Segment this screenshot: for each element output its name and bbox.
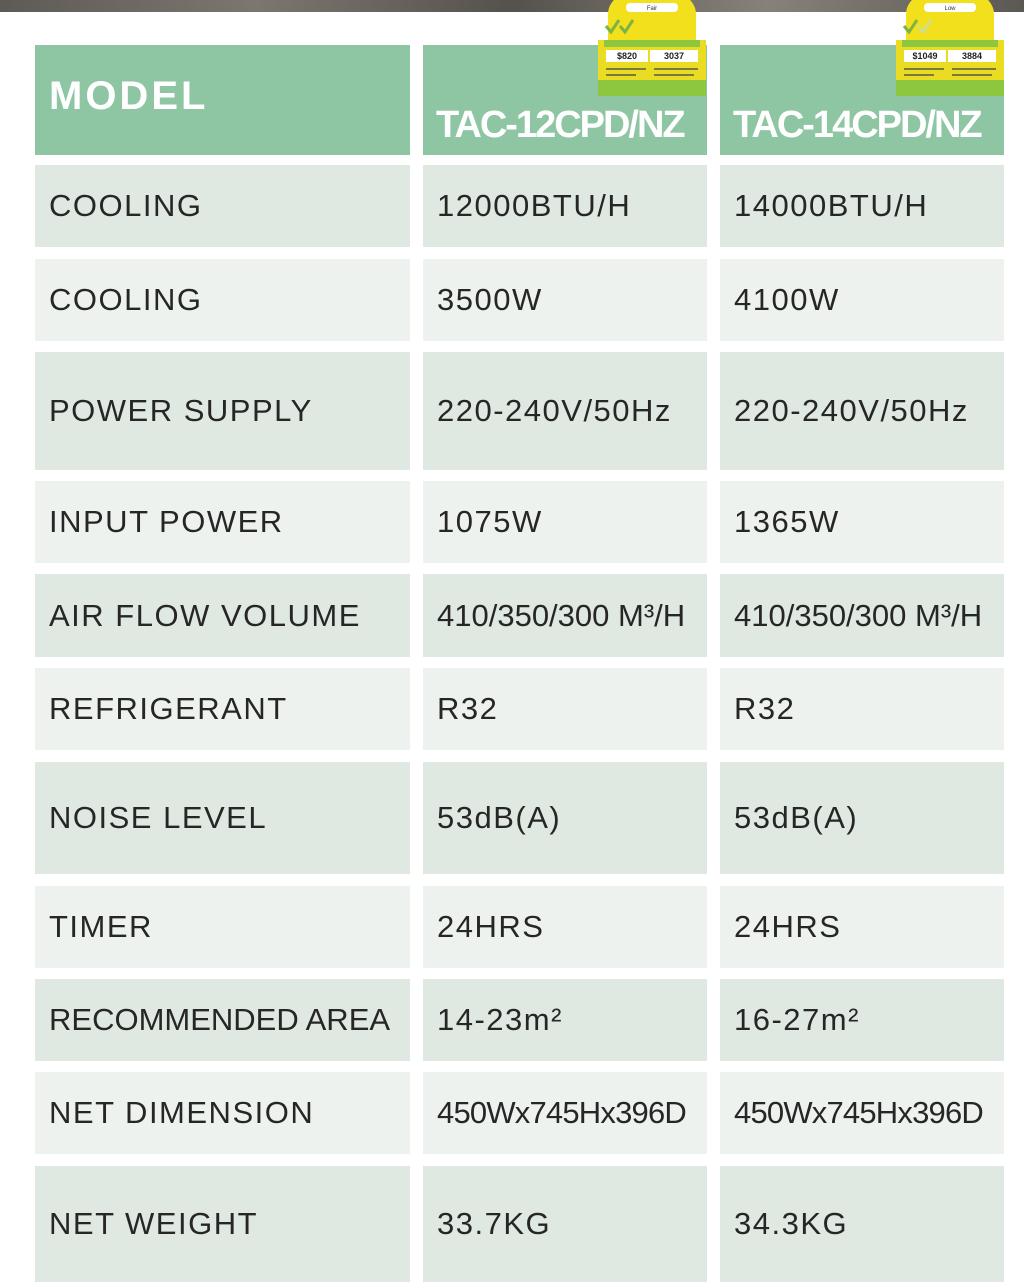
top-photo-strip bbox=[0, 0, 1024, 12]
spec-label-air-flow: AIR FLOW VOLUME bbox=[35, 574, 410, 657]
spec-value: 4100W bbox=[720, 259, 1004, 341]
spec-label-timer: TIMER bbox=[35, 886, 410, 968]
spec-value: R32 bbox=[423, 668, 707, 750]
spec-value: 220-240V/50Hz bbox=[423, 352, 707, 470]
spec-value: 53dB(A) bbox=[720, 762, 1004, 874]
model-name-2: TAC-14CPD/NZ bbox=[733, 104, 981, 146]
spec-label-net-weight: NET WEIGHT bbox=[35, 1166, 410, 1282]
spec-value: 220-240V/50Hz bbox=[720, 352, 1004, 470]
spec-value: 3500W bbox=[423, 259, 707, 341]
spec-value: R32 bbox=[720, 668, 1004, 750]
spec-value: 410/350/300 M³/H bbox=[720, 574, 1004, 657]
spec-value: 450Wx745Hx396D bbox=[720, 1072, 1004, 1154]
spec-label-recommended-area: RECOMMENDED AREA bbox=[35, 979, 410, 1061]
spec-value: 24HRS bbox=[423, 886, 707, 968]
energy-rating-text: Low bbox=[944, 6, 956, 12]
spec-value: 16-27m² bbox=[720, 979, 1004, 1061]
spec-value: 14-23m² bbox=[423, 979, 707, 1061]
spec-value: 1365W bbox=[720, 481, 1004, 563]
spec-value: 33.7KG bbox=[423, 1166, 707, 1282]
spec-label-cooling-btu: COOLING bbox=[35, 165, 410, 247]
spec-value: 24HRS bbox=[720, 886, 1004, 968]
spec-value: 12000BTU/H bbox=[423, 165, 707, 247]
spec-label-cooling-watts: COOLING bbox=[35, 259, 410, 341]
spec-label-refrigerant: REFRIGERANT bbox=[35, 668, 410, 750]
spec-value: 410/350/300 M³/H bbox=[423, 574, 707, 657]
spec-value: 53dB(A) bbox=[423, 762, 707, 874]
spec-label-net-dimension: NET DIMENSION bbox=[35, 1072, 410, 1154]
model-label: MODEL bbox=[49, 74, 209, 118]
model-name-1: TAC-12CPD/NZ bbox=[436, 104, 684, 146]
energy-rating-text: Fair bbox=[646, 6, 658, 12]
spec-label-power-supply: POWER SUPPLY bbox=[35, 352, 410, 470]
energy-kwh-text: 3884 bbox=[961, 51, 983, 61]
energy-rating-label-icon bbox=[896, 0, 1004, 96]
energy-cost-text: $820 bbox=[616, 51, 638, 61]
spec-value: 450Wx745Hx396D bbox=[423, 1072, 707, 1154]
spec-value: 34.3KG bbox=[720, 1166, 1004, 1282]
spec-value: 1075W bbox=[423, 481, 707, 563]
spec-value: 14000BTU/H bbox=[720, 165, 1004, 247]
spec-label-noise-level: NOISE LEVEL bbox=[35, 762, 410, 874]
energy-cost-text: $1049 bbox=[912, 51, 938, 61]
energy-rating-label-icon bbox=[598, 0, 706, 96]
energy-kwh-text: 3037 bbox=[663, 51, 685, 61]
spec-label-input-power: INPUT POWER bbox=[35, 481, 410, 563]
